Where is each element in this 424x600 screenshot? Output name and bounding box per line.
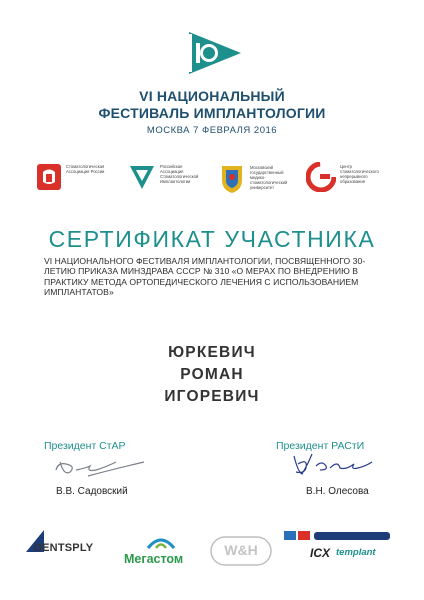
festival-logo-icon xyxy=(183,28,243,78)
organizer-star-text: Стоматологическая Ассоциация России xyxy=(66,164,105,174)
organizer-rasti xyxy=(128,162,218,196)
center-logo-icon xyxy=(306,162,336,192)
participant-first-name: РОМАН xyxy=(180,366,244,383)
organizer-center-text: Центр стоматологического непрерывного образования xyxy=(340,164,379,184)
left-president-name: В.В. Садовский xyxy=(56,486,128,497)
organizer-rasti-text: Российская Ассоциация Стоматологической Имплантологии xyxy=(160,164,199,184)
participant-patronymic: ИГОРЕВИЧ xyxy=(164,388,260,405)
organizer-msmsu-text: Московский государственный медико-стоматологический университет xyxy=(250,165,288,190)
icx-logo xyxy=(284,528,394,570)
participant-surname: ЮРКЕВИЧ xyxy=(168,344,256,361)
left-president-title: Президент СтАР xyxy=(44,440,126,452)
dentsply-wordmark: DENTSPLY xyxy=(34,542,94,554)
festival-date: МОСКВА 7 ФЕВРАЛЯ 2016 xyxy=(146,125,278,136)
left-signature-icon xyxy=(48,452,158,486)
star-logo-icon xyxy=(36,162,62,192)
festival-title-line1: VI НАЦИОНАЛЬНЫЙ xyxy=(139,88,285,104)
rasti-logo-icon xyxy=(128,162,156,192)
megastom-mark-icon xyxy=(146,534,176,550)
megastom-wordmark: Мегастом xyxy=(124,552,184,566)
icx-subwordmark: templant xyxy=(336,547,376,558)
organizer-star xyxy=(36,162,126,196)
icx-badges-icon xyxy=(284,528,394,542)
right-signature-icon xyxy=(286,450,396,484)
megastom-logo xyxy=(120,534,202,574)
wh-wordmark: W&H xyxy=(224,542,258,558)
right-president-title: Президент РАСтИ xyxy=(276,440,365,452)
organizer-msmsu xyxy=(218,162,308,196)
certificate-title: СЕРТИФИКАТ УЧАСТНИКА xyxy=(48,226,376,252)
festival-title-line2: ФЕСТИВАЛЬ ИМПЛАНТОЛОГИИ xyxy=(98,105,326,121)
festival-title xyxy=(0,88,424,122)
icx-wordmark: ICX xyxy=(310,546,331,560)
right-president-name: В.Н. Олесова xyxy=(306,486,369,497)
organizer-center xyxy=(306,162,396,196)
certificate-body: VI НАЦИОНАЛЬНОГО ФЕСТИВАЛЯ ИМПЛАНТОЛОГИИ, ПОСВЯЩЕННОГО 30-ЛЕТИЮ ПРИКАЗА МИНЗДРАВА СССР № 310 «О МЕРАХ ПО ВНЕДРЕНИЮ В ПРАКТИКУ МЕТОДА ОРТОПЕДИЧЕСКОГО ЛЕЧЕНИЯ С ИСПОЛЬЗОВАНИЕМ ИМПЛАНТАТОВ» xyxy=(44,256,366,298)
wh-logo xyxy=(210,536,272,566)
msmsu-emblem-icon xyxy=(218,162,246,194)
